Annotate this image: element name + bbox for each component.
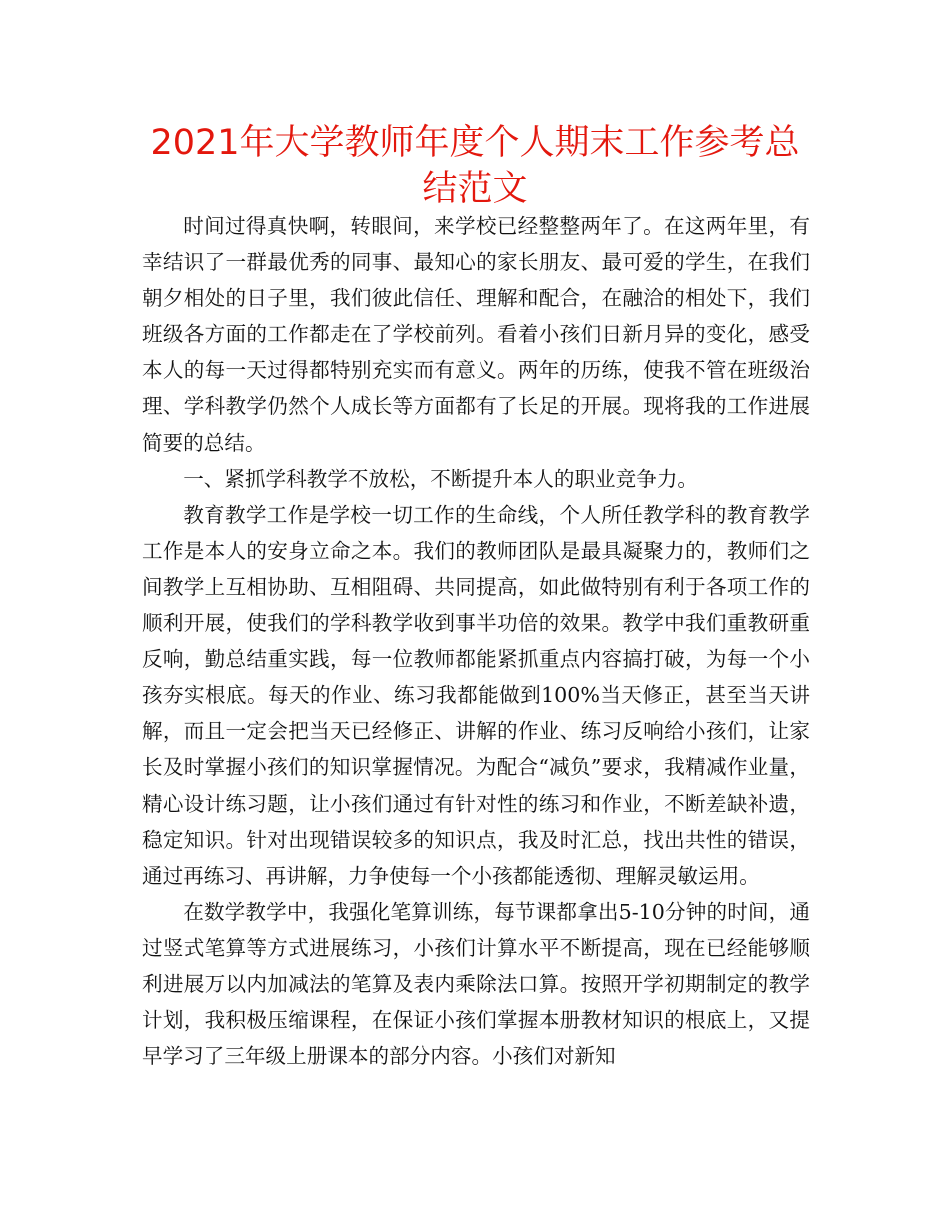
document-title: 2021年大学教师年度个人期末工作参考总结范文 [150,123,800,209]
section-heading-1: 一、紧抓学科教学不放松，不断提升本人的职业竞争力。 [183,466,699,491]
document-body [142,208,810,1074]
paragraph-math: 在数学教学中，我强化笔算训练，每节课都拿出5-10分钟的时间，通过竖式笔算等方式进展练习，小孩们计算水平不断提高，现在已经能够顺利进展万以内加减法的笔算及表内乘除法口算。按照开学初期制定的教学计划，我积极压缩课程，在保证小孩们掌握本册教材知识的根底上，又提早学习了三年级上册课本的部分内容。小孩们对新知 [142,899,810,1069]
paragraph-intro: 时间过得真快啊，转眼间，来学校已经整整两年了。在这两年里，有幸结识了一群最优秀的同事、最知心的家长朋友、最可爱的学生，在我们朝夕相处的日子里，我们彼此信任、理解和配合，在融洽的相处下，我们班级各方面的工作都走在了学校前列。看着小孩们日新月异的变化，感受本人的每一天过得都特别充实而有意义。两年的历练，使我不管在班级治理、学科教学仍然个人成长等方面都有了长足的开展。现将我的工作进展简要的总结。 [142,214,810,455]
paragraph-teaching: 教育教学工作是学校一切工作的生命线，个人所任教学科的教育教学工作是本人的安身立命之本。我们的教师团队是最具凝聚力的，教师们之间教学上互相协助、互相阻碍、共同提高，如此做特别有利于各项工作的顺利开展，使我们的学科教学收到事半功倍的效果。教学中我们重教研重反响，勤总结重实践，每一位教师都能紧抓重点内容搞打破，为每一个小孩夯实根底。每天的作业、练习我都能做到100%当天修正，甚至当天讲解，而且一定会把当天已经修正、讲解的作业、练习反响给小孩们，让家长及时掌握小孩们的知识掌握情况。为配合“减负”要求，我精减作业量，精心设计练习题，让小孩们通过有针对性的练习和作业，不断差缺补遗，稳定知识。针对出现错误较多的知识点，我及时汇总，找出共性的错误，通过再练习、再讲解，力争使每一个小孩都能透彻、理解灵敏运用。 [142,502,810,888]
